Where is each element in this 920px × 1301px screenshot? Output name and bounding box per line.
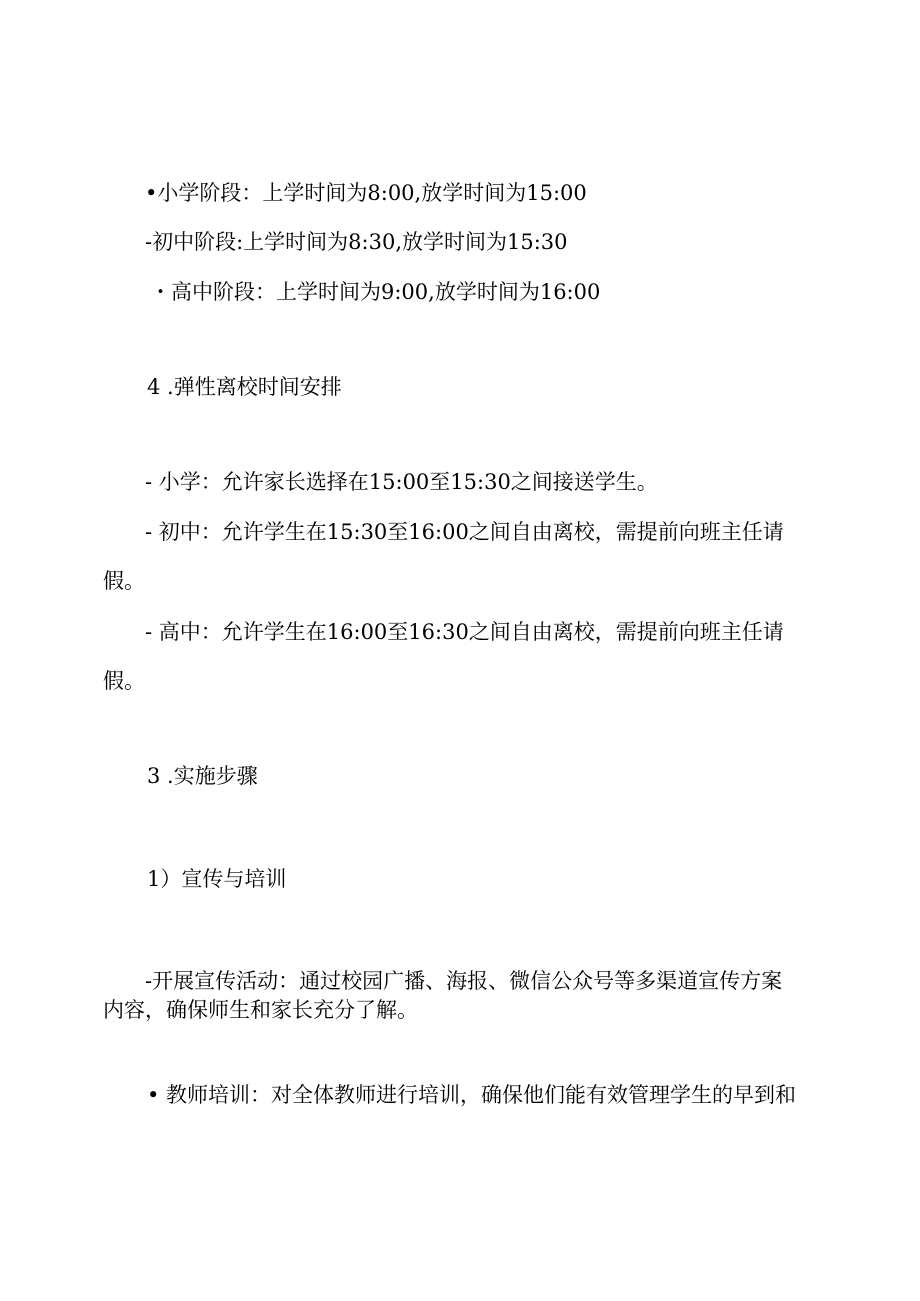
publicity-paragraph-line2: 内容，确保师生和家长充分了解。 — [103, 998, 418, 1022]
schedule-junior: -初中阶段:上学时间为8:30,放学时间为15:30 — [145, 230, 568, 254]
list-item-junior-continued: 假。 — [103, 569, 145, 593]
list-item-senior-continued: 假。 — [103, 669, 145, 693]
list-item-senior: - 高中：允许学生在16:00至16:30之间自由离校，需提前向班主任请 — [145, 620, 784, 644]
list-item-junior: - 初中：允许学生在15:30至16:00之间自由离校，需提前向班主任请 — [145, 520, 784, 544]
section-heading-implementation: 3 .实施步骤 — [147, 764, 258, 788]
section-heading-flexible-dismissal: 4 .弹性离校时间安排 — [147, 375, 342, 399]
list-item-primary: - 小学：允许家长选择在15:00至15:30之间接送学生。 — [145, 470, 658, 494]
subheading-publicity-training: 1）宣传与培训 — [147, 867, 287, 891]
schedule-primary: •小学阶段：上学时间为8:00,放学时间为15:00 — [145, 181, 587, 205]
teacher-training-paragraph: • 教师培训：对全体教师进行培训，确保他们能有效管理学生的早到和 — [147, 1083, 797, 1107]
schedule-senior: ・高中阶段：上学时间为9:00,放学时间为16:00 — [150, 280, 601, 304]
publicity-paragraph-line1: -开展宣传活动：通过校园广播、海报、微信公众号等多渠道宣传方案 — [145, 969, 783, 993]
